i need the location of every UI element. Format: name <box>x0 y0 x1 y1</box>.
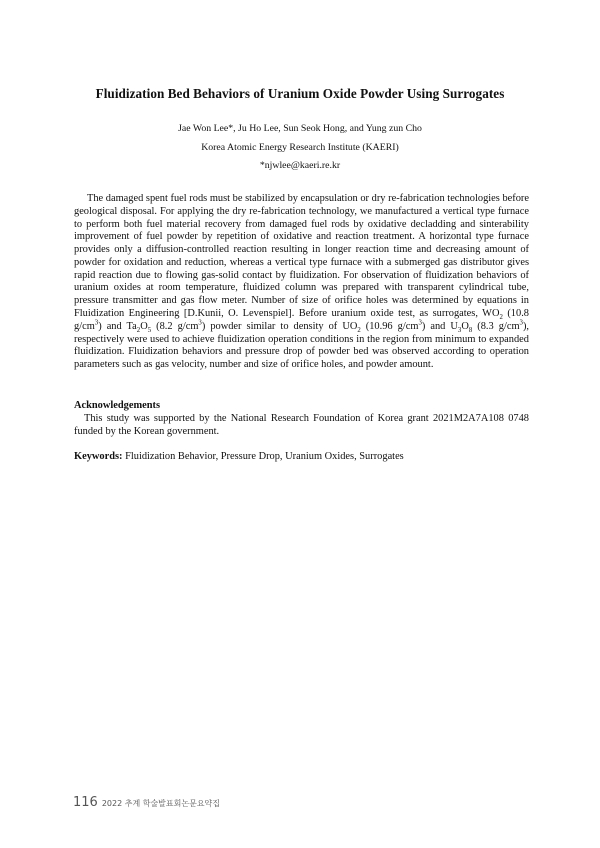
abstract-text: (10.8 g/cm <box>74 308 529 332</box>
keywords-label: Keywords: <box>74 451 123 462</box>
affiliation: Korea Atomic Energy Research Institute (KAERI) <box>201 142 399 153</box>
acknowledgements-body: This study was supported by the National Research Foundation of Korea grant 2021M2A7A108 0748 funded by the Korean government. <box>74 413 529 437</box>
email: *njwlee@kaeri.re.kr <box>259 160 341 171</box>
subscript: 2 <box>499 314 503 322</box>
abstract-text: (10.96 g/cm <box>360 320 419 332</box>
abstract-text: ) powder similar to density of UO <box>201 320 358 332</box>
abstract-text: The damaged spent fuel rods must be stabilized by encapsulation or dry re-fabrication technologies before geological disposal. For applying the dry re-fabrication technology, we manufactured a vertical type furnace to perform both fuel material recovery from damaged fuel rods by oxidative decladding and sinterability improvement of fuel powder by repetition of oxidative and reaction treatment. A horizontal type furnace provides only a diffusion-controlled reaction resulting in longer reaction time and decreasing amount of powder for oxidation and reduction, whereas a vertical type furnace with a submerged gas distributor gives rapid reaction due to flowing gas-solid contact by fluidization. For observation of fluidization behaviors of uranium oxides at room temperature, fluidized column was prepared with transparent cylindrical tube, pressure transmitter and gas flow meter. Number of size of orifice holes was determined by equations in Fluidization Engineering [D.Kunii, O. Levenspiel]. Before uranium oxide test, as surrogates, WO <box>74 193 529 320</box>
abstract-text: O <box>140 320 148 332</box>
page-footer <box>73 791 220 810</box>
page-number: 116 <box>73 795 98 810</box>
abstract-text: O <box>461 320 469 332</box>
subscript: 8 <box>468 326 473 334</box>
superscript: 3 <box>198 319 202 327</box>
superscript: 3 <box>94 319 99 327</box>
acknowledgements-heading: Acknowledgements <box>74 400 161 411</box>
superscript: 3 <box>519 319 523 327</box>
abstract-text: ), respectively were used to achieve fluidization operation conditions in the region from minimum to expanded fluidization. Fluidization behaviors and pressure drop of powder bed was observed according to operation parameters such as gas velocity, number and size of orifice holes, and powder amount. <box>74 320 530 371</box>
abstract-text: ) and Ta <box>98 320 137 332</box>
keywords-text: Fluidization Behavior, Pressure Drop, Uranium Oxides, Surrogates <box>122 451 404 462</box>
authors: Jae Won Lee*, Ju Ho Lee, Sun Seok Hong, and Yung zun Cho <box>178 123 422 134</box>
subscript: 3 <box>457 326 462 334</box>
paper-title: Fluidization Bed Behaviors of Uranium Oxide Powder Using Surrogates <box>95 86 505 101</box>
subscript: 5 <box>147 326 152 334</box>
abstract-paragraph <box>74 193 529 372</box>
subscript: 2 <box>357 326 361 334</box>
abstract-text: (8.2 g/cm <box>151 320 199 332</box>
abstract-text: (8.3 g/cm <box>472 320 520 332</box>
keywords-line <box>74 451 404 462</box>
abstract-text: ) and U <box>421 320 458 332</box>
footer-text: 2022 추계 학술발표회논문요약집 <box>101 799 221 808</box>
superscript: 3 <box>418 319 422 327</box>
subscript: 2 <box>136 326 141 334</box>
